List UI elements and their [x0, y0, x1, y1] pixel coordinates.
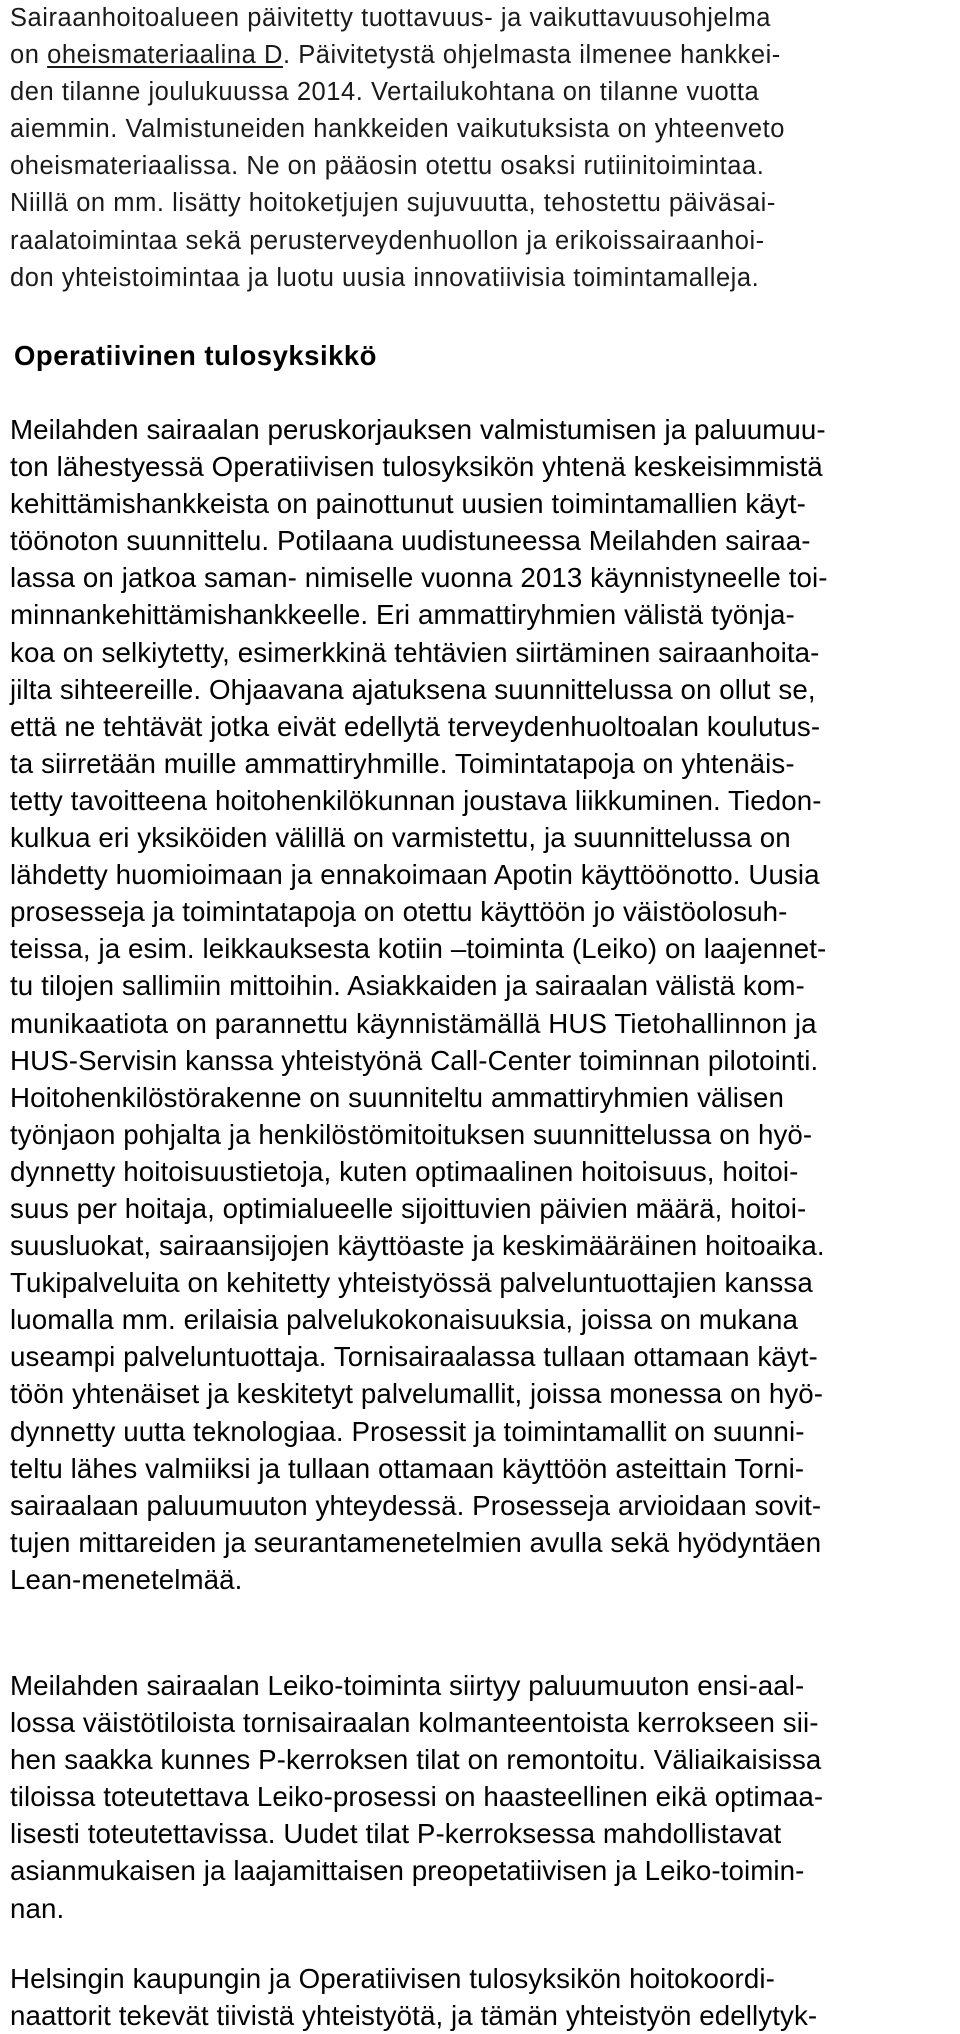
text-segment: Sairaanhoitoalueen päivitetty tuottavuus- ja vaikuttavuusohjelma	[10, 4, 771, 32]
text-line: hen saakka kunnes P-kerroksen tilat on remontoitu. Väliaikaisissa	[10, 1744, 822, 1776]
text-line: suusluokat, sairaansijojen käyttöaste ja keskimääräinen hoitoaika.	[10, 1230, 825, 1262]
text-segment: don yhteistoimintaa ja luotu uusia innovatiivisia toimintamalleja.	[10, 263, 760, 292]
text-line: minnankehittämishankkeelle. Eri ammattiryhmien välistä työnja-	[10, 599, 795, 631]
text-line: tiloissa toteutettava Leiko-prosessi on haasteellinen eikä optimaa-	[10, 1781, 824, 1813]
text-segment: Niillä on mm. lisätty hoitoketjujen sujuvuutta, tehostettu päiväsai-	[10, 189, 776, 218]
text-line	[10, 260, 955, 297]
text-line: Helsingin kaupungin ja Operatiivisen tulosyksikön hoitokoordi-	[10, 1963, 775, 1994]
text-line: Lean-menetelmää.	[10, 1563, 243, 1595]
text-line: teltu lähes valmiiksi ja tullaan ottamaan käyttöön asteittain Torni-	[10, 1452, 805, 1484]
text-line: työnjaon pohjalta ja henkilöstömitoituksen suunnittelussa on hyö-	[10, 1118, 813, 1150]
text-line: luomalla mm. erilaisia palvelukokonaisuuksia, joissa on mukana	[10, 1304, 798, 1336]
text-line	[10, 223, 955, 260]
text-line: töönoton suunnittelu. Potilaana uudistuneessa Meilahden sairaa-	[10, 525, 811, 557]
text-line: tujen mittareiden ja seurantamenetelmien avulla sekä hyödyntäen	[10, 1526, 822, 1558]
text-line: dynnetty hoitoisuustietoja, kuten optimaalinen hoitoisuus, hoitoi-	[10, 1155, 799, 1187]
text-line: nan.	[10, 1892, 65, 1924]
text-segment: . Päivitetystä ohjelmasta ilmenee hankkei-	[282, 41, 781, 70]
text-line	[10, 148, 955, 185]
text-line: HUS-Servisin kanssa yhteistyönä Call-Center toiminnan pilotointi.	[10, 1044, 819, 1076]
text-line	[10, 74, 955, 111]
text-line: naattorit tekevät tiivistä yhteistyötä, ja tämän yhteistyön edellytyk-	[10, 2000, 818, 2032]
text-line: kulkua eri yksiköiden välillä on varmistettu, ja suunnittelussa on	[10, 822, 791, 854]
text-segment: oheismateriaalissa. Ne on pääosin otettu osaksi rutiinitoimintaa.	[10, 152, 765, 181]
text-line: munikaatiota on parannettu käynnistämällä HUS Tietohallinnon ja	[10, 1007, 817, 1039]
text-line: lähdetty huomioimaan ja ennakoimaan Apotin käyttöönotto. Uusia	[10, 859, 820, 891]
text-line: suus per hoitaja, optimialueelle sijoittuvien päivien määrä, hoitoi-	[10, 1192, 807, 1224]
text-line	[10, 185, 955, 222]
text-line: töön yhtenäiset ja keskitetyt palvelumallit, joissa monessa on hyö-	[10, 1378, 824, 1410]
text-segment: on	[10, 41, 48, 70]
text-line: teissa, ja esim. leikkauksesta kotiin –toiminta (Leiko) on laajennet-	[10, 933, 827, 965]
text-segment: den tilanne joulukuussa 2014. Vertailukohtana on tilanne vuotta	[10, 78, 760, 107]
body-paragraph	[10, 1667, 955, 1927]
text-line: Tukipalveluita on kehitetty yhteistyössä palveluntuottajien kanssa	[10, 1267, 813, 1299]
text-line: jilta sihteereille. Ohjaavana ajatuksena suunnittelussa on ollut se,	[10, 673, 816, 705]
text-line: ta siirretään muille ammattiryhmille. Toimintatapoja on yhtenäis-	[10, 747, 795, 779]
text-line: dynnetty uutta teknologiaa. Prosessit ja toimintamallit on suunni-	[10, 1415, 805, 1447]
text-line: tu tilojen sallimiin mittoihin. Asiakkaiden ja sairaalan välistä kom-	[10, 970, 805, 1002]
text-line: koa on selkiytetty, esimerkkinä tehtävien siirtäminen sairaanhoita-	[10, 636, 820, 668]
text-line: kehittämishankkeista on painottunut uusien toimintamallien käyt-	[10, 488, 806, 520]
text-line	[10, 0, 955, 37]
text-line: lossa väistötiloista tornisairaalan kolmanteentoista kerrokseen sii-	[10, 1707, 819, 1739]
text-line: tetty tavoitteena hoitohenkilökunnan joustava liikkuminen. Tiedon-	[10, 784, 822, 816]
text-line: prosesseja ja toimintatapoja on otettu käyttöön jo väistöolosuh-	[10, 896, 788, 928]
text-line: sairaalaan paluumuuton yhteydessä. Prosesseja arvioidaan sovit-	[10, 1489, 822, 1521]
text-line: ton lähestyessä Operatiivisen tulosyksikön yhtenä keskeisimmistä	[10, 451, 823, 483]
text-segment: raalatoimintaa sekä perusterveydenhuollon ja erikoissairaanhoi-	[10, 226, 765, 255]
text-line: useampi palveluntuottaja. Tornisairaalassa tullaan ottamaan käyt-	[10, 1341, 818, 1373]
text-line: lisesti toteutettavissa. Uudet tilat P-kerroksessa mahdollistavat	[10, 1818, 782, 1850]
text-line	[10, 111, 955, 148]
text-line: että ne tehtävät jotka eivät edellytä terveydenhuoltoalan koulutus-	[10, 710, 821, 742]
section-heading: Operatiivinen tulosyksikkö	[14, 340, 377, 371]
text-line: Meilahden sairaalan Leiko-toiminta siirtyy paluumuuton ensi-aal-	[10, 1670, 805, 1701]
text-segment: aiemmin. Valmistuneiden hankkeiden vaikutuksista on yhteenveto	[10, 115, 785, 144]
intro-paragraph	[10, 0, 955, 297]
text-line: Hoitohenkilöstörakenne on suunniteltu ammattiryhmien välisen	[10, 1081, 784, 1113]
text-line: asianmukaisen ja laajamittaisen preopetatiivisen ja Leiko-toimin-	[10, 1855, 805, 1887]
text-line: Meilahden sairaalan peruskorjauksen valmistumisen ja paluumuu-	[10, 414, 826, 445]
text-line: lassa on jatkoa saman- nimiselle vuonna 2013 käynnistyneelle toi-	[10, 562, 828, 594]
attachment-reference: oheismateriaalina D	[47, 41, 283, 70]
body-paragraph	[10, 1960, 955, 2034]
text-line	[10, 37, 955, 74]
body-paragraph	[10, 411, 955, 1598]
